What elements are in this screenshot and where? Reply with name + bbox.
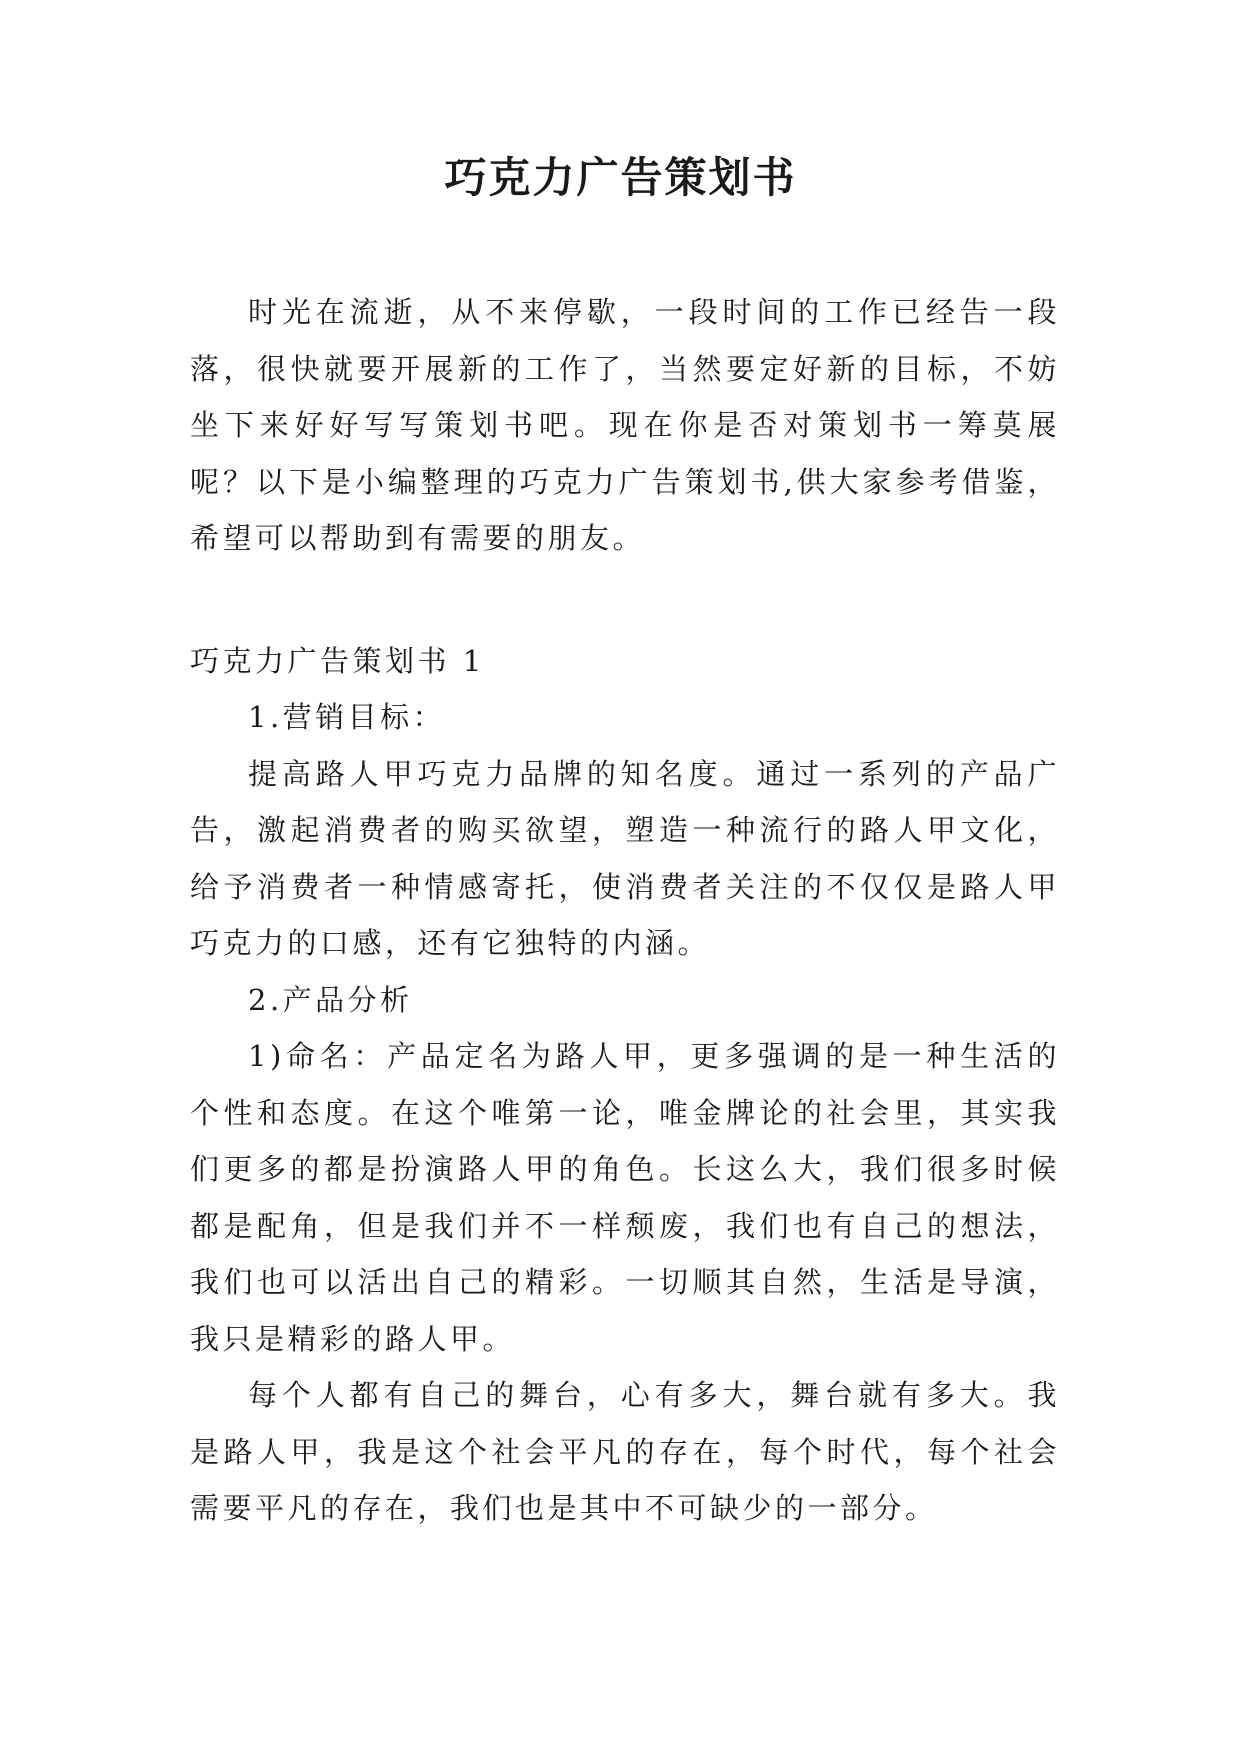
intro-paragraph: 时光在流逝，从不来停歇，一段时间的工作已经告一段落，很快就要开展新的工作了，当然要定好新的目标，不妨坐下来好好写写策划书吧。现在你是否对策划书一筹莫展呢？以下是小编整理的巧克力广告策划书,供大家参考借鉴，希望可以帮助到有需要的朋友。 [190, 295, 1060, 555]
document-title: 巧克力广告策划书 [444, 153, 797, 202]
document-body [190, 284, 1060, 1537]
paragraph-stage: 每个人都有自己的舞台，心有多大，舞台就有多大。我是路人甲，我是这个社会平凡的存在，每个时代，每个社会需要平凡的存在，我们也是其中不可缺少的一部分。 [190, 1378, 1060, 1525]
spacer [190, 567, 1060, 633]
paragraph-naming: 1)命名：产品定名为路人甲，更多强调的是一种生活的个性和态度。在这个唯第一论，唯金牌论的社会里，其实我们更多的都是扮演路人甲的角色。长这么大，我们很多时候都是配角，但是我们并不一样颓废，我们也有自己的想法，我们也可以活出自己的精彩。一切顺其自然，生活是导演，我只是精彩的路人甲。 [190, 1039, 1060, 1356]
paragraph-product-analysis-heading: 2.产品分析 [248, 982, 413, 1017]
paragraph-marketing-goal-heading: 1.营销目标： [248, 700, 446, 734]
section-heading: 巧克力广告策划书 1 [190, 643, 485, 678]
paragraph-marketing-goal: 提高路人甲巧克力品牌的知名度。通过一系列的产品广告，激起消费者的购买欲望，塑造一种流行的路人甲文化，给予消费者一种情感寄托，使消费者关注的不仅仅是路人甲巧克力的口感，还有它独特的内涵。 [190, 756, 1060, 960]
